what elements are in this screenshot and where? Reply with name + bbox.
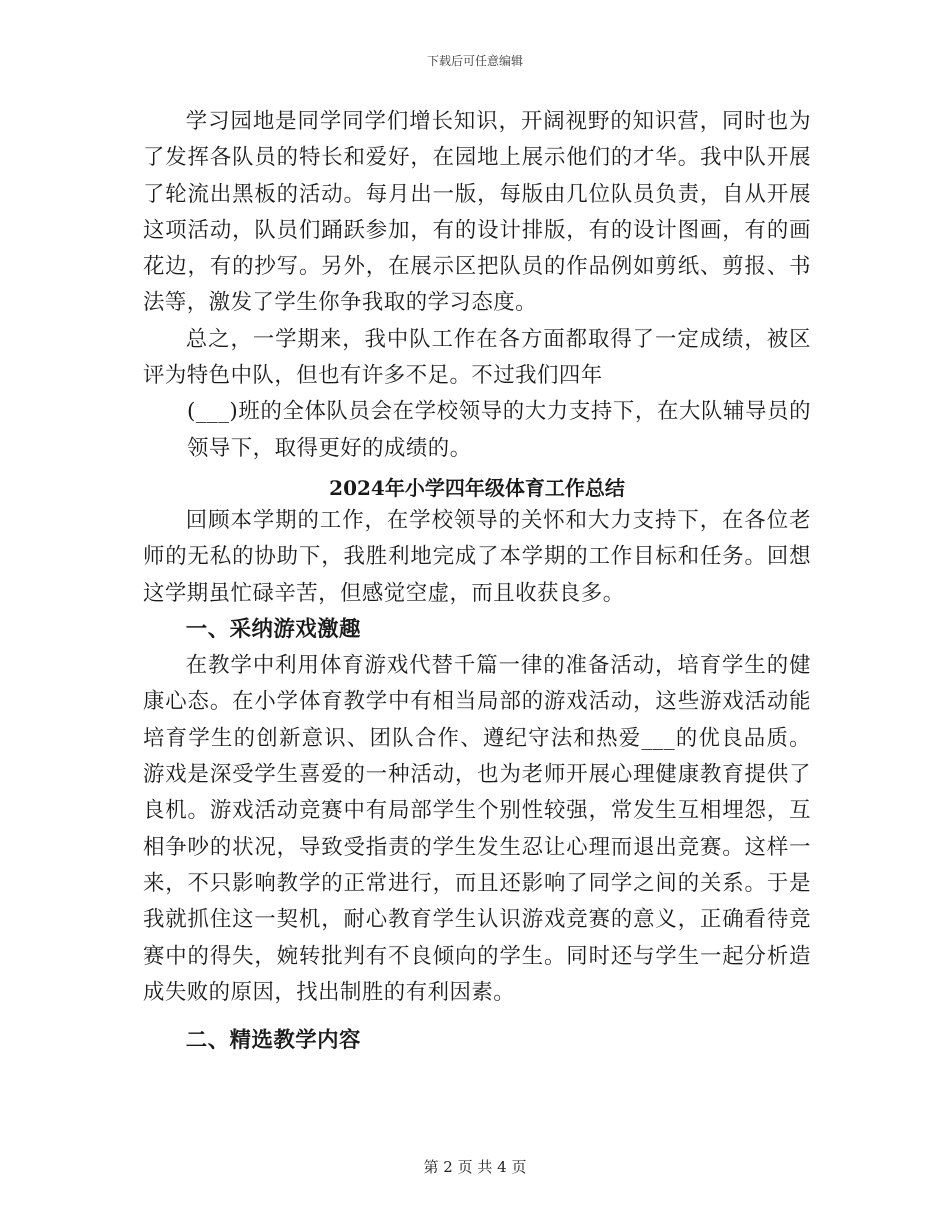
paragraph-class-support: (___)班的全体队员会在学校领导的大力支持下，在大队辅导员的领导下，取得更好的成绩的。 [187, 399, 811, 461]
page-number: 第 2 页 共 4 页 [423, 1158, 527, 1176]
paragraph-games: 在教学中利用体育游戏代替千篇一律的准备活动，培育学生的健康心态。在小学体育教学中有相当局部的游戏活动，这些游戏活动能培育学生的创新意识、团队合作、遵纪守法和热爱___的优良品质。游戏是深受学生喜爱的一种活动，也为老师开展心理健康教育提供了良机。游戏活动竞赛中有局部学生个别性较强，常发生互相埋怨，互相争吵的状况，导致受指责的学生发生忍让心理而退出竞赛。这样一来，不只影响教学的正常进行，而且还影响了同学之间的关系。于是我就抓住这一契机，耐心教育学生认识游戏竞赛的意义，正确看待竞赛中的得失，婉转批判有不良倾向的学生。同时还与学生一起分析造成失败的原因，找出制胜的有利因素。 [143, 653, 811, 1005]
document-title: 2024年小学四年级体育工作总结 [329, 475, 625, 500]
section-heading-games: 一、采纳游戏激趣 [185, 616, 361, 642]
document-body [143, 104, 811, 1059]
page-header-note: 下载后可任意编辑 [426, 54, 523, 68]
paragraph-study-garden: 学习园地是同学同学们增长知识，开阔视野的知识营，同时也为了发挥各队员的特长和爱好，在园地上展示他们的才华。我中队开展了轮流出黑板的活动。每月出一版，每版由几位队员负责，自从开展这项活动，队员们踊跃参加，有的设计排版，有的设计图画，有的画花边，有的抄写。另外，在展示区把队员的作品例如剪纸、剪报、书法等，激发了学生你争我取的学习态度。 [143, 109, 811, 316]
paragraph-summary: 总之，一学期来，我中队工作在各方面都取得了一定成绩，被区评为特色中队，但也有许多不足。不过我们四年 [143, 326, 811, 389]
section-heading-content: 二、精选教学内容 [185, 1028, 361, 1054]
paragraph-review: 回顾本学期的工作，在学校领导的关怀和大力支持下，在各位老师的无私的协助下，我胜利地完成了本学期的工作目标和任务。回想这学期虽忙碌辛苦，但感觉空虚，而且收获良多。 [143, 507, 811, 606]
